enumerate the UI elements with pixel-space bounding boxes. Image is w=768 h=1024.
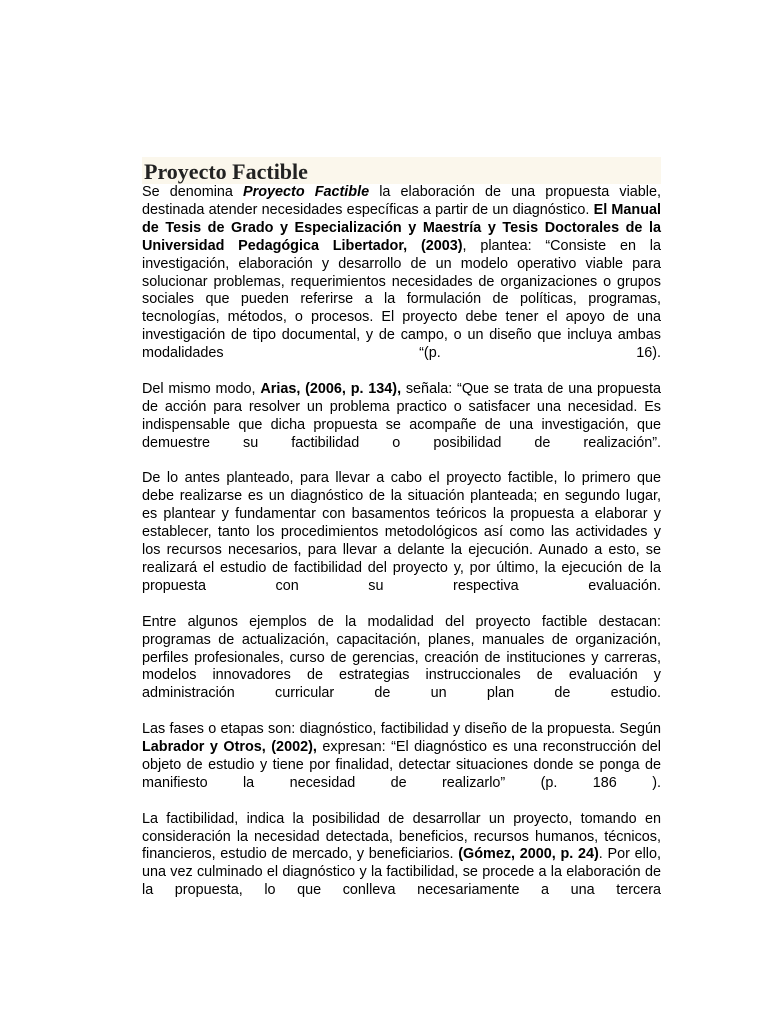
paragraph-text: La factibilidad, indica la posibilidad de desarrollar un proyecto, tomando en consideración la necesidad detectada, beneficios, recursos humanos, técnicos, financieros, estudio de mercado, y beneficiarios. <box>142 810 661 863</box>
paragraph-1 <box>142 184 661 363</box>
paragraph-text: la elaboración de una propuesta viable, destinada atender necesidades específicas a partir de un diagnóstico. <box>142 184 661 218</box>
paragraph-3 <box>142 470 661 595</box>
document-page <box>142 157 661 900</box>
paragraph-text: señala: “Que se trata de una propuesta de acción para resolver un problema practico o satisfacer una necesidad. Es indispensable que dicha propuesta se acompañe de una investigación, que demuestre su factibilidad o posibilidad de realización”. <box>142 380 661 451</box>
paragraph-text: De lo antes planteado, para llevar a cabo el proyecto factible, lo primero que debe realizarse es un diagnóstico de la situación planteada; en segundo lugar, es plantear y fundamentar con basamentos teóricos la propuesta a elaborar y establecer, tanto los procedimientos metodológicos así como las actividades y los recursos necesarios, para llevar a delante la ejecución. Aunado a esto, se realizará el estudio de factibilidad del proyecto y, por último, la ejecución de la propuesta con su respectiva evaluación. <box>142 470 661 594</box>
paragraph-text: expresan: “El diagnóstico es una reconstrucción del objeto de estudio y tiene por finalidad, detectar situaciones donde se ponga de manifiesto la necesidad de realizarlo” (p. 186 ). <box>142 739 662 791</box>
paragraph-text: Entre algunos ejemplos de la modalidad del proyecto factible destacan: programas de actualización, capacitación, planes, manuales de organización, perfiles profesionales, curso de gerencias, creación de instituciones y carreras, modelos innovadores de estrategias instruccionales de evaluación y administración curricular de un plan de estudio. <box>142 613 661 702</box>
paragraph-4 <box>142 614 661 704</box>
paragraph-text: , plantea: “Consiste en la investigación, elaboración y desarrollo de un modelo operativo viable para solucionar problemas, requerimientos necesidades de organizaciones o grupos sociales que pueden referirse a la formulación de políticas, programas, tecnologías, métodos, o procesos. El proyecto debe tener el apoyo de una investigación de tipo documental, y de campo, o un diseño que incluya ambas modalidades “(p. 16). <box>142 237 661 362</box>
citation: (Gómez, 2000, p. 24) <box>458 846 599 863</box>
paragraph-6 <box>142 811 661 901</box>
citation: Labrador y Otros, (2002), <box>142 739 317 756</box>
paragraph-text: Del mismo modo, <box>142 380 261 397</box>
paragraph-text: Se denomina <box>142 184 244 200</box>
paragraph-5 <box>142 721 661 793</box>
term-emphasis: Proyecto Factible <box>243 184 370 200</box>
page-title: Proyecto Factible <box>142 157 661 184</box>
citation: Arias, (2006, p. 134), <box>260 380 402 397</box>
paragraph-2 <box>142 381 661 453</box>
paragraph-text: . Por ello, una vez culminado el diagnóstico y la factibilidad, se procede a la elaboración de la propuesta, lo que conlleva necesariamente a una tercera <box>142 846 661 899</box>
paragraph-text: Las fases o etapas son: diagnóstico, factibilidad y diseño de la propuesta. Según <box>142 721 661 738</box>
citation: El Manual de Tesis de Grado y Especialización y Maestría y Tesis Doctorales de la Universidad Pedagógica Libertador, (2003) <box>142 201 661 254</box>
